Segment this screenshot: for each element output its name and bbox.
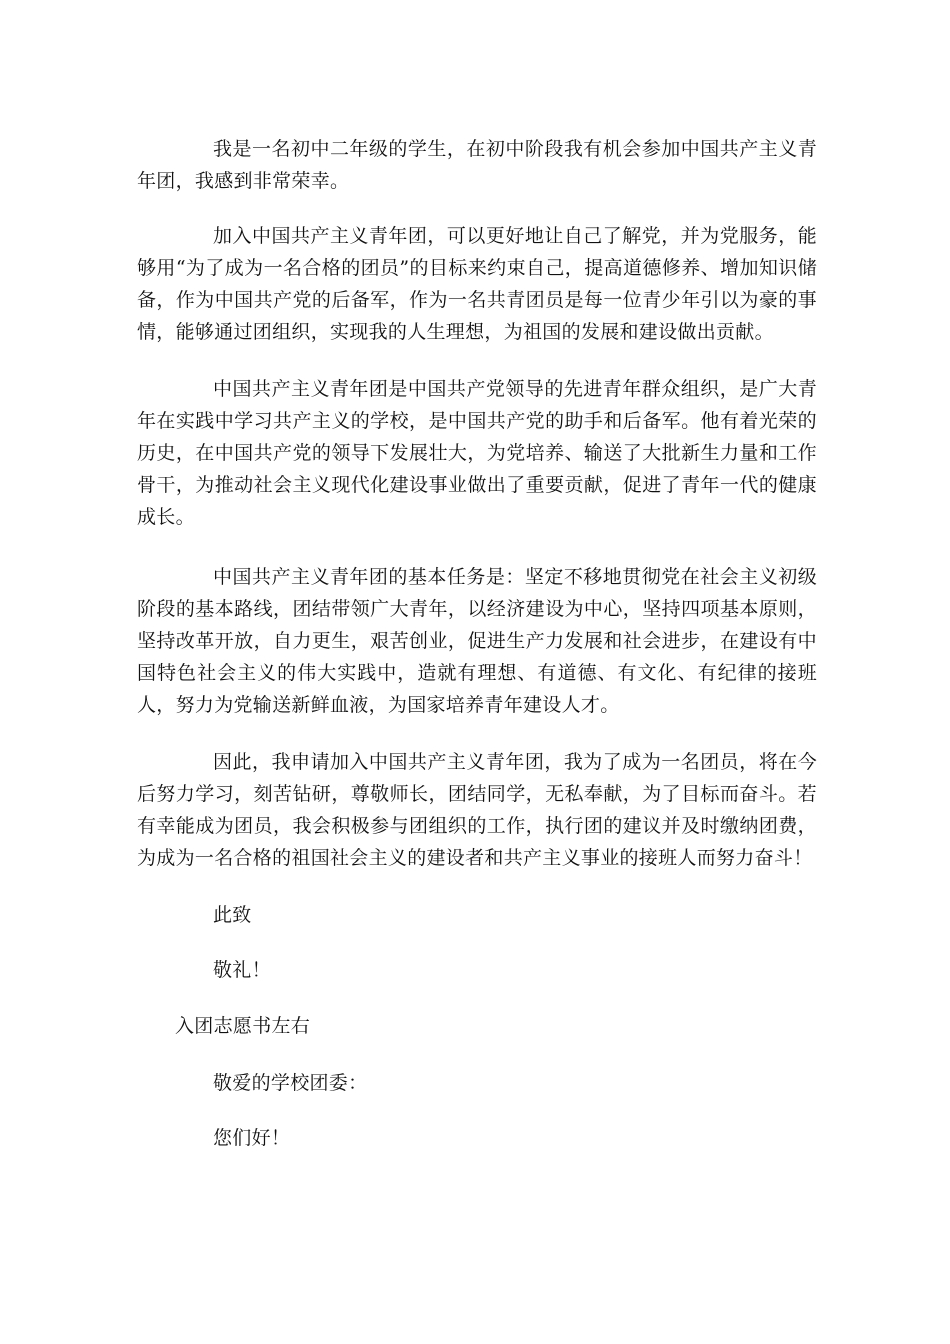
salutation: 敬爱的学校团委： <box>213 1072 368 1094</box>
section-title: 入团志愿书左右 <box>175 1015 311 1037</box>
paragraph-3: 中国共产主义青年团是中国共产党领导的先进青年群众组织，是广大青年在实践中学习共产主义的学校，是中国共产党的助手和后备军。他有着光荣的历史，在中国共产党的领导下发展壮大，为党培养、输送了大批新生力量和工作骨干，为推动社会主义现代化建设事业做出了重要贡献，促进了青年一代的健康成长。 <box>137 378 817 528</box>
paragraph-5: 因此，我申请加入中国共产主义青年团，我为了成为一名团员，将在今后努力学习，刻苦钻研，尊敬师长，团结同学，无私奉献，为了目标而奋斗。若有幸能成为团员，我会积极参与团组织的工作，执行团的建议并及时缴纳团费，为成为一名合格的祖国社会主义的建设者和共产主义事业的接班人而努力奋斗！ <box>137 751 817 869</box>
closing-ci-zhi: 此致 <box>213 904 252 926</box>
closing-jing-li: 敬礼！ <box>213 959 271 981</box>
paragraph-2: 加入中国共产主义青年团，可以更好地让自己了解党，并为党服务，能够用“为了成为一名合格的团员”的目标来约束自己，提高道德修养、增加知识储备，作为中国共产党的后备军，作为一名共青团员是每一位青少年引以为豪的事情，能够通过团组织，实现我的人生理想，为祖国的发展和建设做出贡献。 <box>137 225 817 343</box>
greeting: 您们好！ <box>213 1127 291 1149</box>
paragraph-4: 中国共产主义青年团的基本任务是：坚定不移地贯彻党在社会主义初级阶段的基本路线，团结带领广大青年，以经济建设为中心，坚持四项基本原则，坚持改革开放，自力更生，艰苦创业，促进生产力发展和社会进步，在建设有中国特色社会主义的伟大实践中，造就有理想、有道德、有文化、有纪律的接班人，努力为党输送新鲜血液，为国家培养青年建设人才。 <box>137 566 817 716</box>
paragraph-1: 我是一名初中二年级的学生，在初中阶段我有机会参加中国共产主义青年团，我感到非常荣幸。 <box>137 138 817 192</box>
